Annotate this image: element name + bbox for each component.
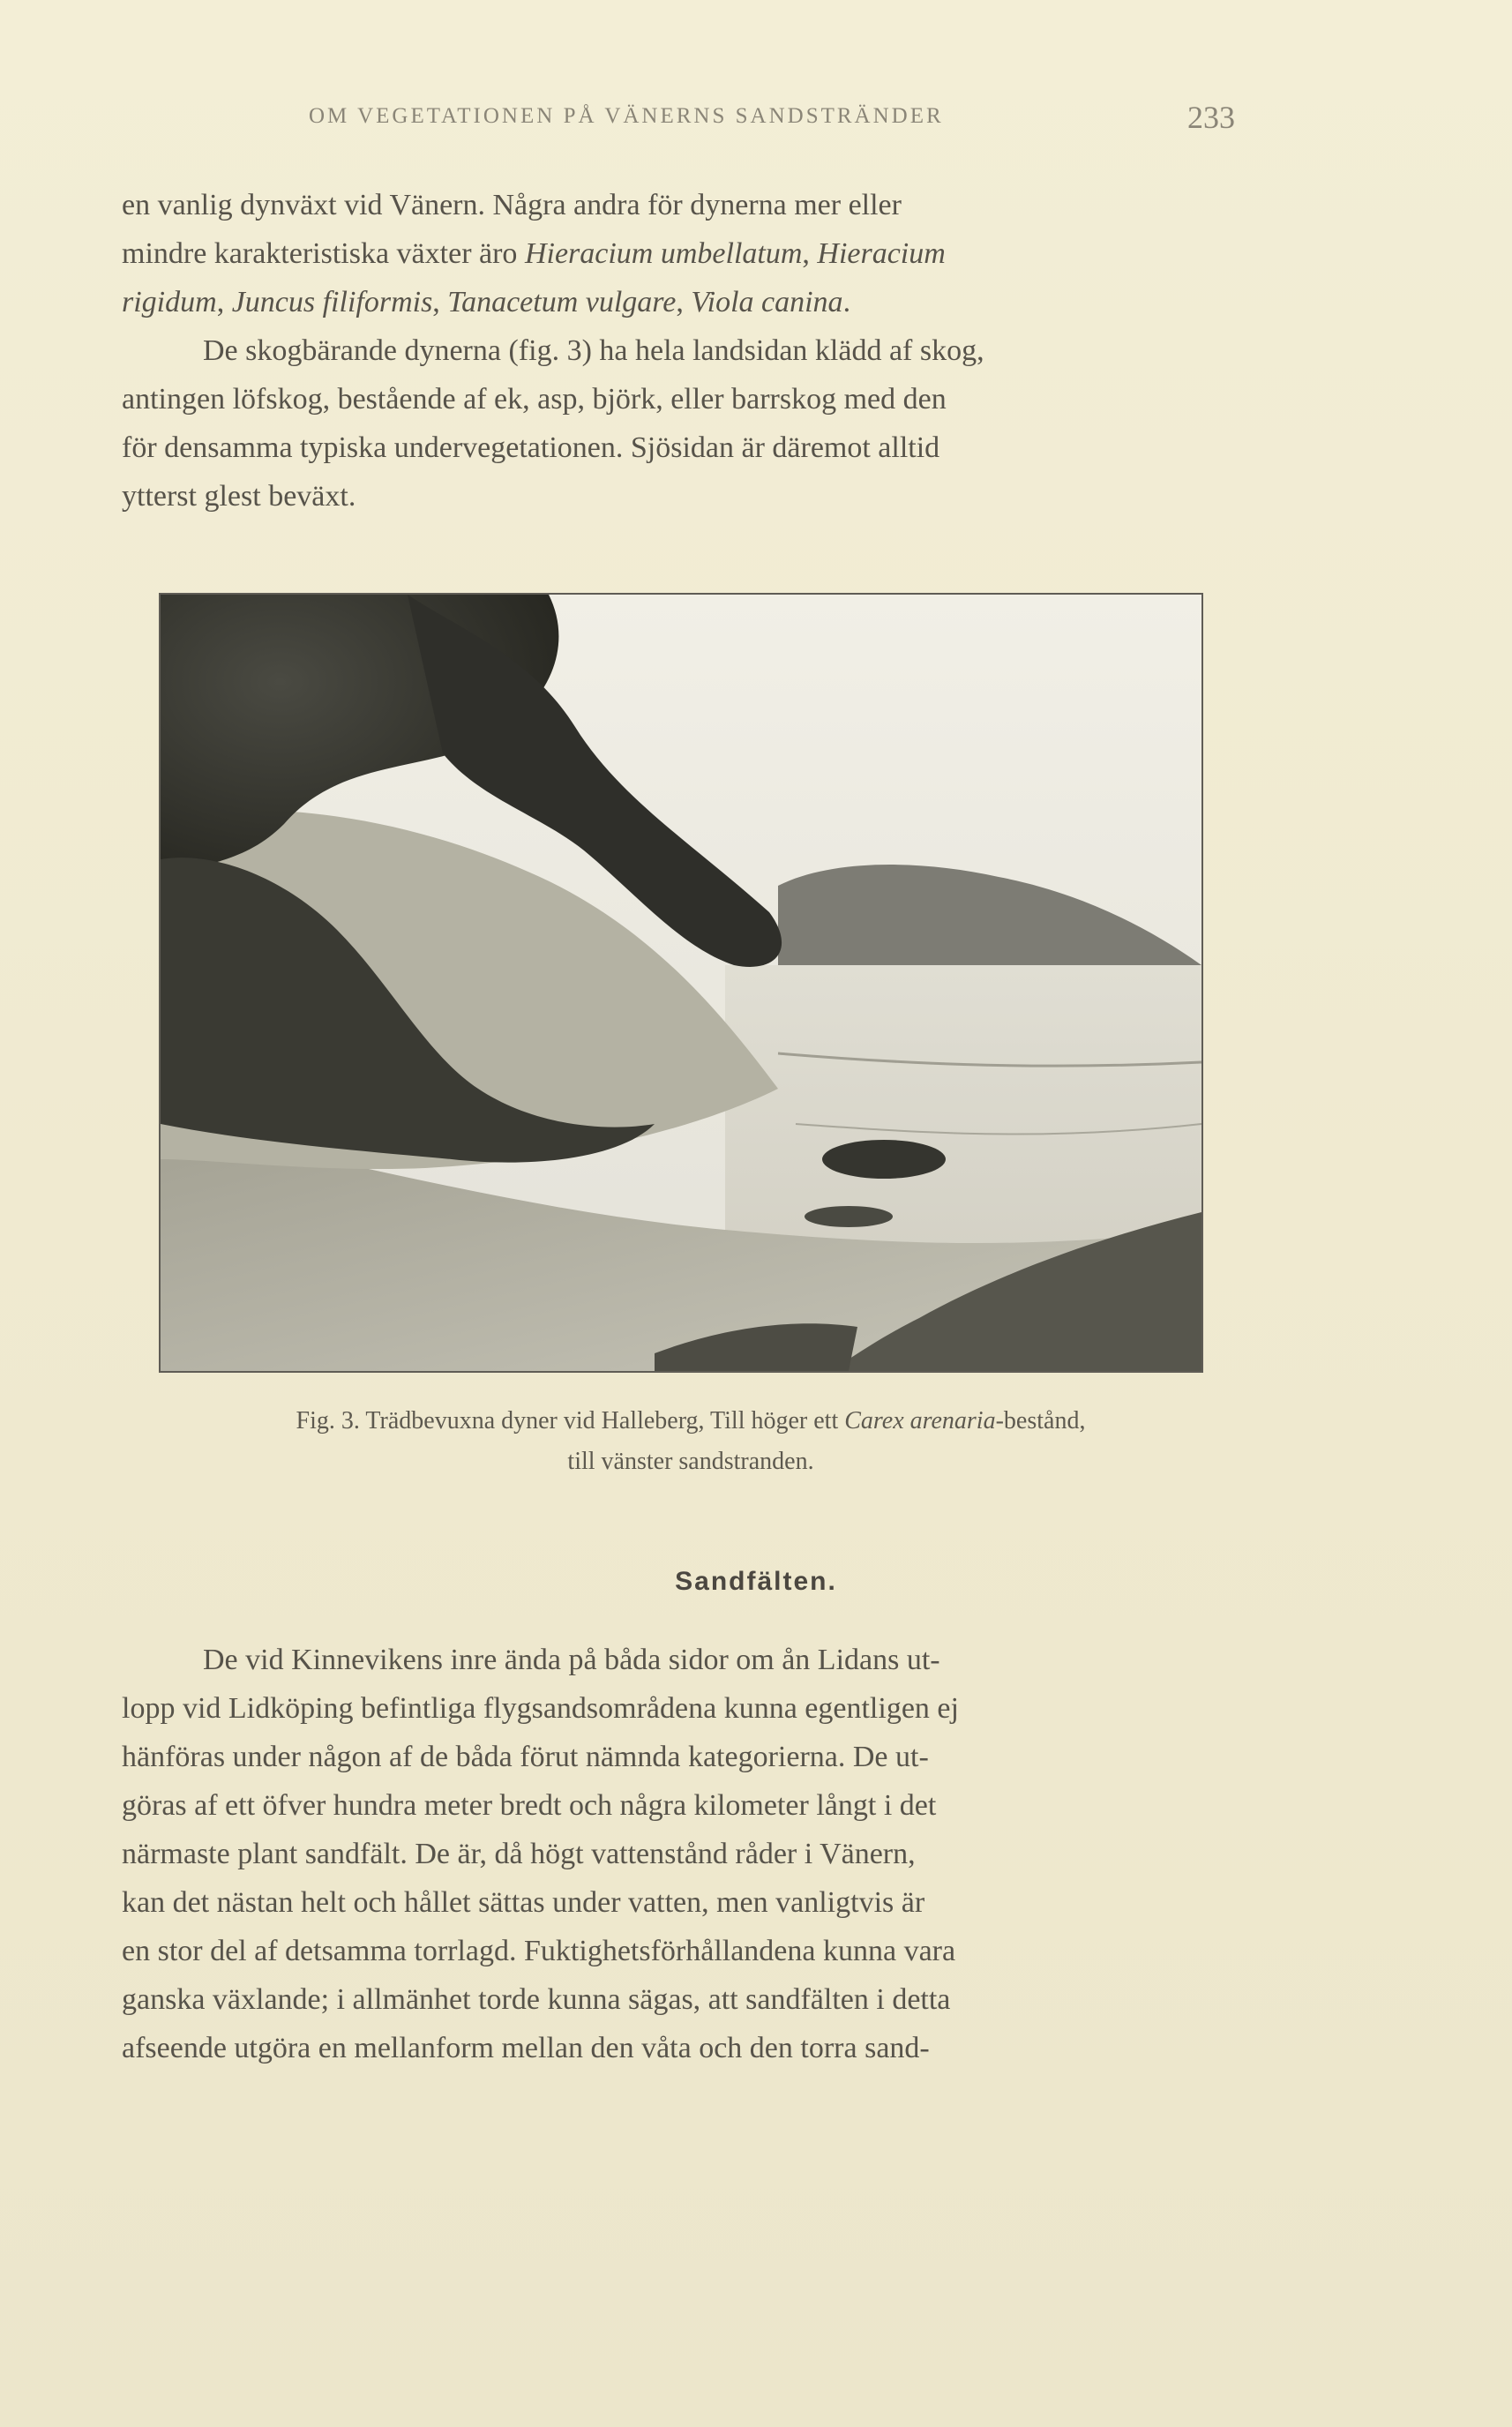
text-line: ytterst glest beväxt.	[122, 480, 356, 513]
text-line: rigidum, Juncus filiformis, Tanacetum vulgare, Viola canina.	[122, 286, 851, 318]
species-name: Carex arenaria	[844, 1407, 996, 1434]
species-name: Hieracium	[817, 237, 946, 270]
text-line: en vanlig dynväxt vid Vänern. Några andra för dynerna mer eller	[122, 189, 902, 221]
species-name: rigidum	[122, 286, 217, 318]
caption-line-1: Fig. 3. Trädbevuxna dyner vid Halleberg, Till höger ett Carex arenaria-bestånd,	[296, 1407, 1086, 1434]
section-heading: Sandfälten.	[675, 1567, 837, 1596]
text-line: närmaste plant sandfält. De är, då högt vattenstånd råder i Vänern,	[122, 1838, 916, 1870]
page-number: 233	[1187, 100, 1235, 135]
caption-line-2: till vänster sandstranden.	[567, 1448, 814, 1475]
text-line: ganska växlande; i allmänhet torde kunna sägas, att sandfälten i detta	[122, 1983, 951, 2016]
text-line: göras af ett öfver hundra meter bredt och några kilometer långt i det	[122, 1789, 937, 1822]
species-name: Tanacetum vulgare	[447, 286, 677, 318]
text-line: hänföras under någon af de båda förut nämnda kategorierna. De ut-	[122, 1741, 929, 1773]
text-line: en stor del af detsamma torrlagd. Fuktighetsförhållandena kunna vara	[122, 1935, 956, 1967]
text-line: för densamma typiska undervegetationen. Sjösidan är däremot alltid	[122, 431, 940, 464]
paragraph-dune-vegetation	[122, 181, 1251, 521]
text-line: lopp vid Lidköping befintliga flygsandsområdena kunna egentligen ej	[122, 1692, 959, 1725]
species-name: Juncus filiformis	[231, 286, 433, 318]
dune-photograph	[159, 593, 1203, 1373]
text-line: mindre karakteristiska växter äro Hieracium umbellatum, Hieracium	[122, 237, 946, 270]
text-line: afseende utgöra en mellanform mellan den våta och den torra sand-	[122, 2032, 930, 2064]
figure-caption	[122, 1401, 1260, 1482]
running-title: OM VEGETATIONEN PÅ VÄNERNS SANDSTRÄNDER	[309, 104, 944, 128]
species-name: Hieracium umbellatum	[524, 237, 803, 270]
page-header	[0, 100, 1512, 139]
paragraph-sand-fields	[122, 1636, 1251, 2072]
species-name: Viola canina	[691, 286, 843, 318]
text-line: De skogbärande dynerna (fig. 3) ha hela landsidan klädd af skog,	[203, 334, 984, 367]
text-line: De vid Kinnevikens inre ända på båda sidor om ån Lidans ut-	[203, 1644, 940, 1676]
text-line: antingen löfskog, bestående af ek, asp, björk, eller barrskog med den	[122, 383, 947, 416]
text-line: kan det nästan helt och hållet sättas under vatten, men vanligtvis är	[122, 1886, 925, 1919]
photo-illustration	[161, 595, 1201, 1371]
